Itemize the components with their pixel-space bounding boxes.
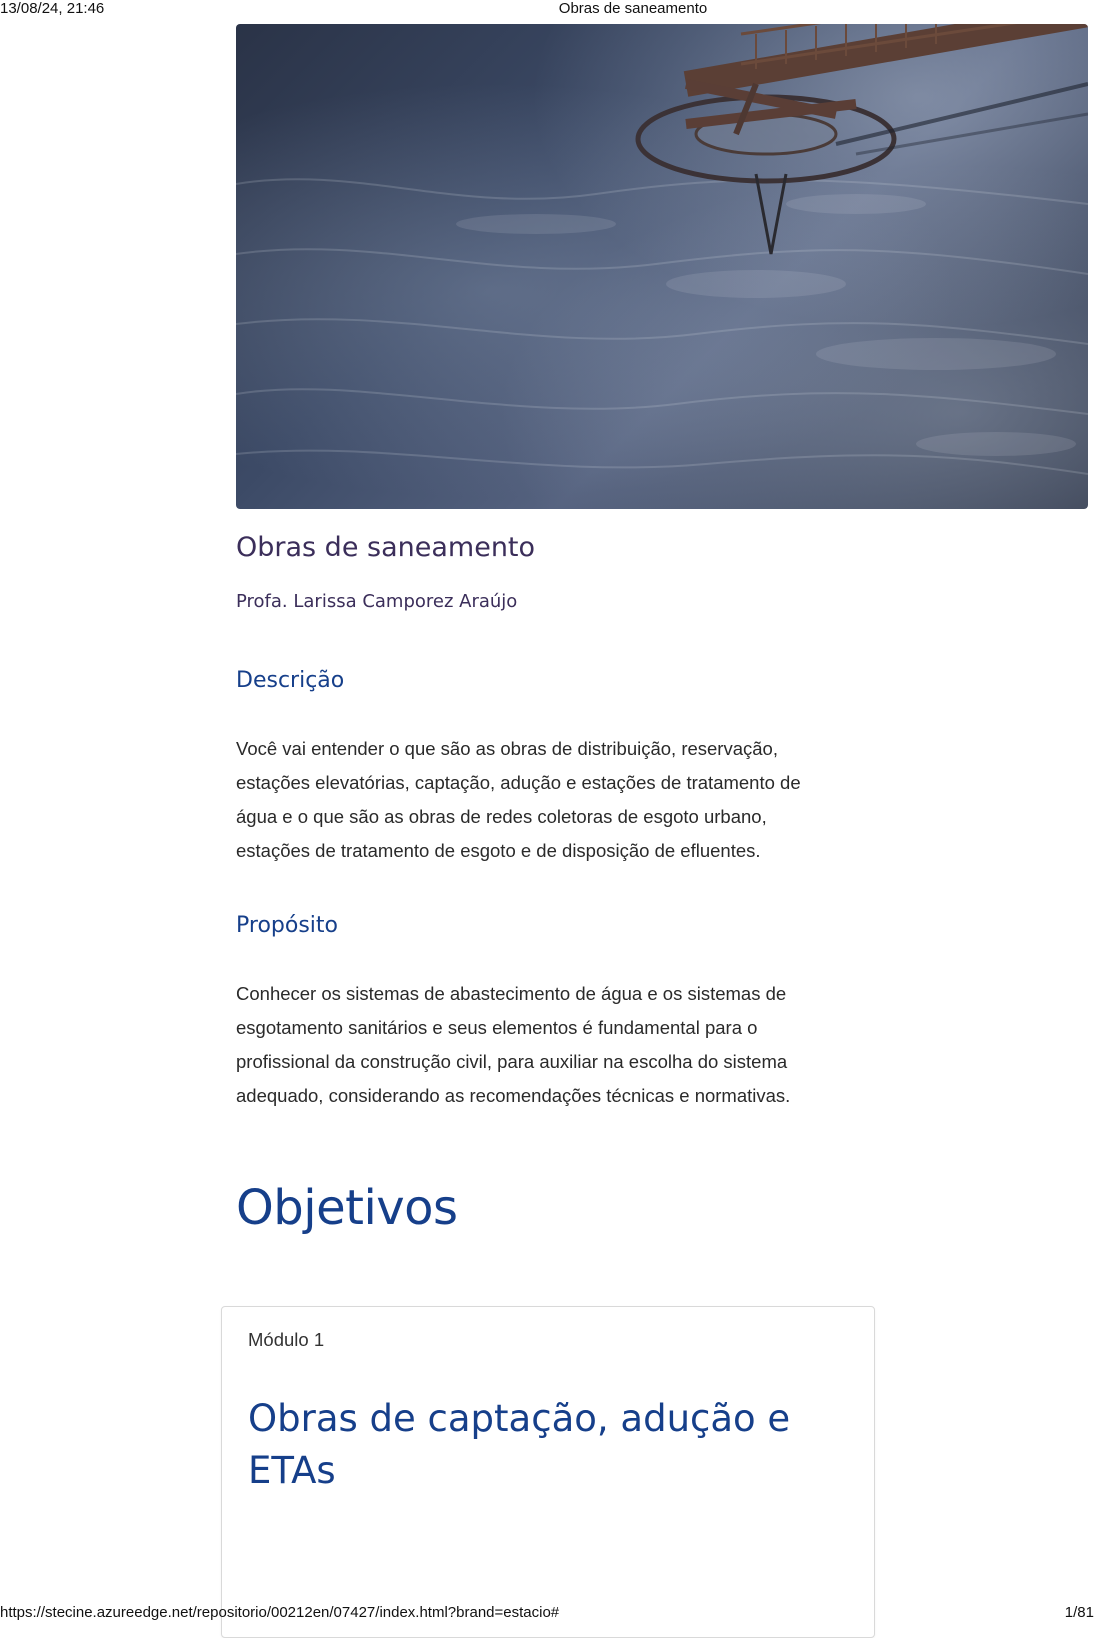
print-page-title: Obras de saneamento [558, 0, 708, 17]
module-card[interactable] [221, 1306, 875, 1638]
course-title: Obras de saneamento [236, 532, 536, 563]
module-title: Obras de captação, adução e ETAs [248, 1397, 791, 1492]
print-datetime: 13/08/24, 21:46 [0, 0, 105, 17]
proposito-text: Conhecer os sistemas de abastecimento de água e os sistemas de esgotamento sanitários e seus elementos é fundamental para o profissional da construção civil, para auxiliar na escolha do sistema adequado, considerando as recomendações técnicas e normativas. [236, 983, 791, 1106]
descricao-text: Você vai entender o que são as obras de distribuição, reservação, estações elevatórias, captação, adução e estações de tratamento de água e o que são as obras de redes coletoras de esgoto urbano, estações de tratamento de esgoto e de disposição de efluentes. [236, 738, 801, 861]
water-treatment-illustration [236, 24, 1088, 509]
descricao-heading: Descrição [236, 668, 345, 693]
author-name: Profa. Larissa Camporez Araújo [236, 591, 518, 612]
proposito-heading: Propósito [236, 913, 338, 938]
print-page-number: 1/81 [1064, 1604, 1094, 1621]
objetivos-heading: Objetivos [236, 1180, 458, 1236]
print-url: https://stecine.azureedge.net/repositorio/00212en/07427/index.html?brand=estacio# [0, 1604, 560, 1621]
module-label: Módulo 1 [248, 1329, 325, 1350]
hero-image [236, 24, 1088, 509]
